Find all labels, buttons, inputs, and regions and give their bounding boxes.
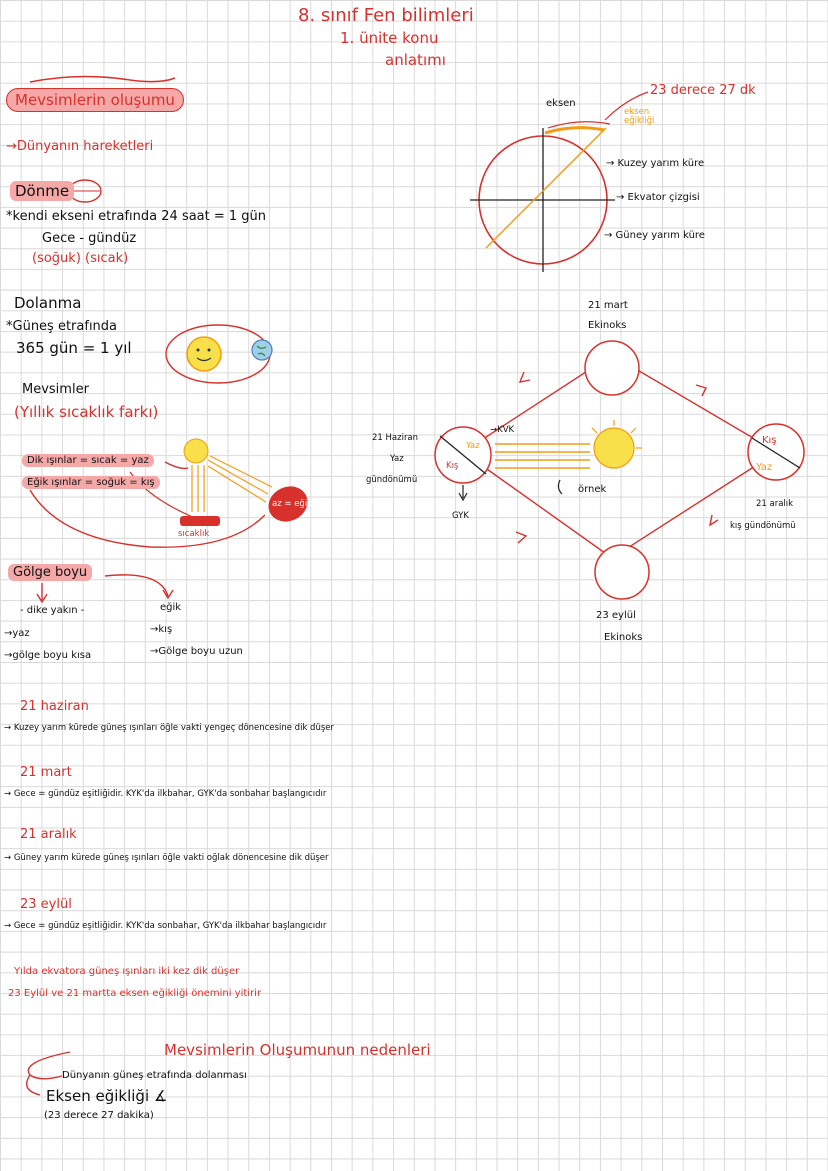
- revolution-line1: *Güneş etrafında: [6, 319, 118, 334]
- september-equinox: Ekinoks: [604, 632, 643, 643]
- section-header-label: Mevsimlerin oluşumu: [6, 88, 184, 112]
- seasons-sub: (Yıllık sıcaklık farkı): [14, 403, 159, 421]
- rotation-label-text: Dönme: [10, 181, 74, 201]
- rotation-label: [10, 183, 74, 200]
- less-oblique-label: az = eğik: [272, 499, 313, 509]
- center-sun-icon: [594, 428, 634, 468]
- equator-line: → Ekvator çizgisi: [616, 192, 700, 203]
- march-date: 21 mart: [588, 300, 628, 311]
- orbit-small-diagram: [166, 325, 272, 383]
- revolution-label: Dolanma: [14, 294, 82, 312]
- date-1-text: → Kuzey yarım kürede güneş ışınları öğle vakti yengeç dönencesine dik düşer: [4, 723, 334, 733]
- cold-warm: (soğuk) (sıcak): [32, 251, 129, 266]
- summary-line-1: Yılda ekvatora güneş ışınları iki kez dik düşer: [14, 966, 240, 977]
- northern-hemisphere: → Kuzey yarım küre: [606, 158, 705, 169]
- september-date: 23 eylül: [596, 610, 636, 621]
- reason-2: Eksen eğikliği ∡: [46, 1087, 168, 1105]
- december-solstice: kış gündönümü: [730, 521, 796, 531]
- shadow-oblique: eğik: [160, 602, 182, 613]
- direct-rays-text: Dik ışınlar = sıcak = yaz: [22, 454, 154, 467]
- june-kis: Kış: [446, 461, 459, 471]
- june-solstice: gündönümü: [366, 475, 418, 485]
- earth-september: [595, 545, 649, 599]
- example-label: örnek: [578, 484, 607, 495]
- sun-icon: [187, 337, 221, 371]
- summary-line-2: 23 Eylül ve 21 martta eksen eğikliği önemini yitirir: [8, 988, 262, 999]
- shadow-winter: →kış: [150, 624, 173, 635]
- dec-kis: Kış: [762, 435, 777, 446]
- date-4: 23 eylül: [20, 897, 72, 912]
- tilted-axis: [486, 128, 606, 248]
- date-2-text: → Gece = gündüz eşitliğidir. KYK'da ilkbahar, GYK'da sonbahar başlangıcıdır: [4, 789, 327, 799]
- date-3-text: → Güney yarım kürede güneş ışınları öğle vakti oğlak dönencesine dik düşer: [4, 853, 329, 863]
- oblique-rays-line: [22, 477, 160, 488]
- shadow-long: →Gölge boyu uzun: [150, 646, 243, 657]
- near-vertical: - dike yakın -: [20, 605, 85, 616]
- reasons-title: Mevsimlerin Oluşumunun nedenleri: [164, 1041, 431, 1059]
- earth-icon: [252, 340, 272, 360]
- revolution-line2: 365 gün = 1 yıl: [16, 339, 132, 357]
- tilt-label: eksen eğikliği: [624, 107, 655, 127]
- southern-hemisphere: → Güney yarım küre: [604, 230, 705, 241]
- orbit-diagram: [435, 341, 804, 599]
- march-equinox: Ekinoks: [588, 320, 627, 331]
- shadow-label-text: Gölge boyu: [8, 564, 92, 581]
- sun-small-icon: [184, 439, 208, 463]
- reason-1: Dünyanın güneş etrafında dolanması: [62, 1070, 247, 1081]
- title-line-3: anlatımı: [385, 51, 446, 69]
- date-1: 21 haziran: [20, 699, 89, 714]
- title-line-2: 1. ünite konu: [340, 29, 439, 47]
- header-scribble: [30, 76, 175, 82]
- june-summer: Yaz: [390, 454, 404, 464]
- december-date: 21 aralık: [756, 499, 794, 509]
- june-yaz: Yaz: [466, 441, 480, 451]
- southern-label: GYK: [452, 511, 469, 521]
- axis-label: eksen: [546, 98, 576, 109]
- date-3: 21 aralık: [20, 827, 77, 842]
- globe-diagram: [470, 92, 648, 272]
- seasons-label: Mevsimler: [22, 382, 89, 397]
- shadow-short: →gölge boyu kısa: [4, 650, 92, 661]
- shadow-summer: →yaz: [4, 628, 30, 639]
- tilt-degree: 23 derece 27 dk: [650, 83, 756, 98]
- title-line-1: 8. sınıf Fen bilimleri: [298, 5, 474, 26]
- ground-patch-direct: [180, 516, 220, 526]
- dec-yaz: Yaz: [756, 462, 773, 473]
- oblique-rays-text: Eğik ışınlar = soğuk = kış: [22, 476, 160, 489]
- night-day: Gece - gündüz: [42, 231, 137, 246]
- direct-rays-line: [22, 455, 154, 466]
- rotation-desc: *kendi ekseni etrafında 24 saat = 1 gün: [6, 209, 267, 224]
- date-2: 21 mart: [20, 765, 72, 780]
- shadow-label: [8, 566, 92, 580]
- earth-march: [585, 341, 639, 395]
- movements-heading: →Dünyanın hareketleri: [6, 139, 154, 154]
- northern-label: →KVK: [490, 425, 515, 435]
- june-date: 21 Haziran: [372, 433, 419, 443]
- reason-3: (23 derece 27 dakika): [44, 1110, 154, 1121]
- section-header: [6, 92, 184, 109]
- heat-label: sıcaklık: [178, 529, 210, 539]
- date-4-text: → Gece = gündüz eşitliğidir. KYK'da sonbahar, GYK'da ilkbahar başlangıcıdır: [4, 921, 327, 931]
